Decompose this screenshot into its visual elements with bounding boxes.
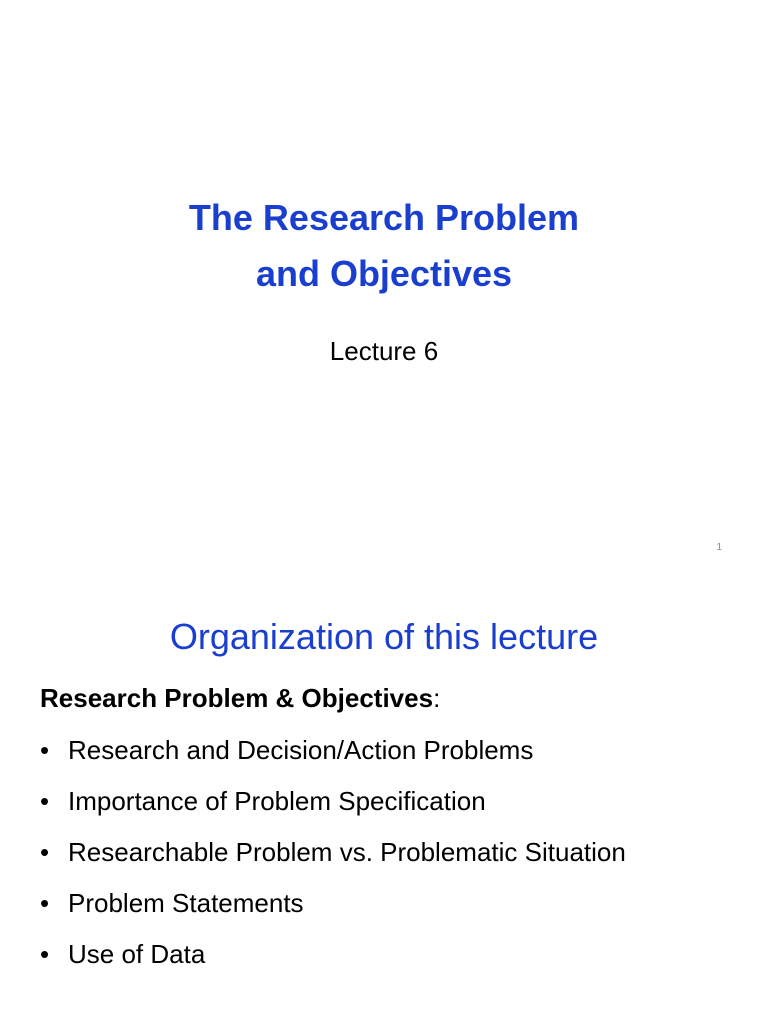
list-item xyxy=(40,729,740,771)
bullet-icon: • xyxy=(40,939,50,969)
section-heading xyxy=(40,680,440,716)
list-item-text: Researchable Problem vs. Problematic Situation xyxy=(68,837,626,867)
section-heading-bold: Research Problem & Objectives xyxy=(40,683,434,713)
bullet-icon: • xyxy=(40,837,50,867)
list-item xyxy=(40,780,740,822)
list-item-text: Use of Data xyxy=(68,939,206,969)
bullet-icon: • xyxy=(40,735,50,765)
list-item-text: Problem Statements xyxy=(68,888,304,918)
bullet-list xyxy=(40,729,740,984)
bullet-icon: • xyxy=(40,786,50,816)
slide-heading: Organization of this lecture xyxy=(169,616,599,657)
slide-organization xyxy=(0,576,768,1024)
bullet-icon: • xyxy=(40,888,50,918)
slide-title-heading xyxy=(0,190,768,302)
section-heading-colon: : xyxy=(433,683,441,713)
title-line-1: The Research Problem xyxy=(188,197,580,238)
list-item xyxy=(40,831,740,873)
lecture-subtitle: Lecture 6 xyxy=(329,336,439,366)
title-line-2: and Objectives xyxy=(255,253,513,294)
list-item-text: Importance of Problem Specification xyxy=(68,786,486,816)
list-item xyxy=(40,933,740,975)
page-number: 1 xyxy=(716,542,722,553)
list-item xyxy=(40,882,740,924)
list-item-text: Research and Decision/Action Problems xyxy=(68,735,534,765)
